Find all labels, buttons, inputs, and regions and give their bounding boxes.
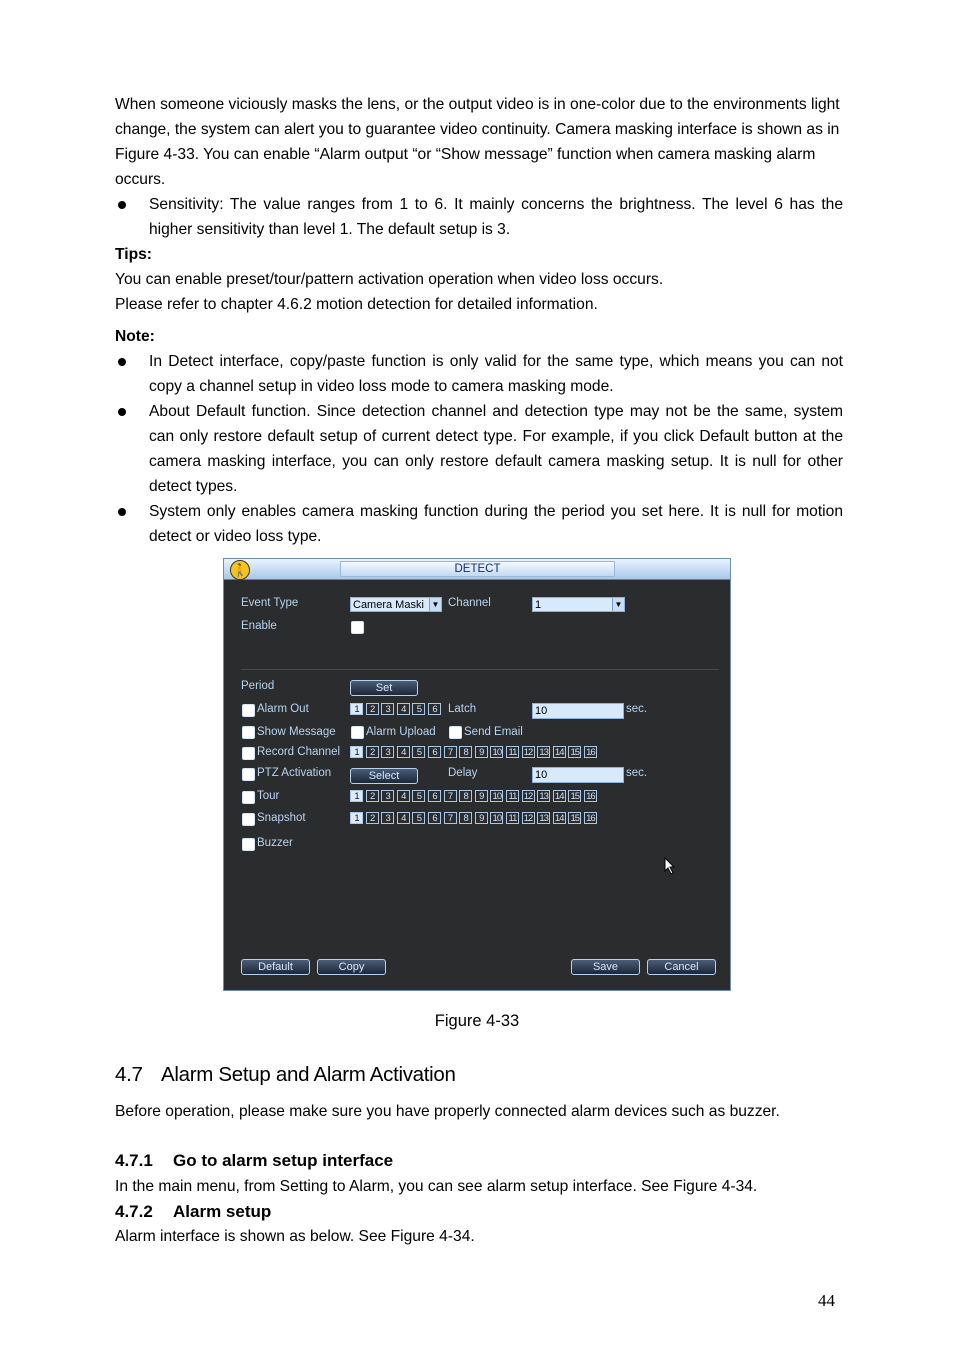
enable-label: Enable bbox=[241, 620, 277, 632]
event-type-value: Camera Maski bbox=[353, 599, 424, 611]
show-message-checkbox[interactable] bbox=[242, 726, 255, 739]
channel-toggle[interactable]: 6 bbox=[428, 812, 441, 824]
subsection-text: Alarm interface is shown as below. See Figure 4-34. bbox=[115, 1228, 475, 1245]
ptz-select-button[interactable]: Select bbox=[350, 768, 418, 784]
channel-toggle[interactable]: 7 bbox=[444, 812, 457, 824]
alarm-out-channels bbox=[350, 703, 444, 716]
send-email-label: Send Email bbox=[464, 726, 523, 738]
channel-toggle[interactable]: 8 bbox=[459, 812, 472, 824]
latch-label: Latch bbox=[448, 703, 477, 715]
event-type-select[interactable] bbox=[350, 597, 442, 612]
channel-toggle[interactable]: 1 bbox=[350, 703, 363, 715]
channel-toggle[interactable]: 9 bbox=[475, 746, 488, 758]
bullet-text: Sensitivity: The value ranges from 1 to 6. It mainly concerns the brightness. The level 6 has the higher sensitivity than level 1. The default setup is 3. bbox=[149, 196, 843, 238]
record-channel-label: Record Channel bbox=[257, 746, 341, 758]
figure-caption: Figure 4-33 bbox=[434, 1012, 520, 1030]
ptz-activation-label: PTZ Activation bbox=[257, 767, 332, 779]
channel-select[interactable] bbox=[532, 597, 625, 612]
snapshot-checkbox[interactable] bbox=[242, 813, 255, 826]
channel-toggle[interactable]: 14 bbox=[553, 790, 566, 802]
channel-toggle[interactable]: 2 bbox=[366, 812, 379, 824]
bullet-text: About Default function. Since detection channel and detection type may not be the same, system can only restore default setup of current detect type. For example, if you click Default button at the camera masking interface, you can only restore default camera masking setup. It is null for other detect types. bbox=[149, 403, 843, 495]
copy-button[interactable]: Copy bbox=[317, 959, 386, 975]
show-message-label: Show Message bbox=[257, 726, 336, 738]
channel-toggle[interactable]: 16 bbox=[584, 790, 597, 802]
channel-toggle[interactable]: 3 bbox=[381, 790, 394, 802]
channel-toggle[interactable]: 10 bbox=[490, 812, 503, 824]
buzzer-checkbox[interactable] bbox=[242, 838, 255, 851]
bullet-dot bbox=[118, 201, 126, 209]
ptz-activation-checkbox[interactable] bbox=[242, 768, 255, 781]
note-heading: Note: bbox=[115, 328, 155, 345]
channel-toggle[interactable]: 6 bbox=[428, 746, 441, 758]
channel-toggle[interactable]: 14 bbox=[553, 812, 566, 824]
channel-toggle[interactable]: 12 bbox=[522, 812, 535, 824]
alarm-out-checkbox[interactable] bbox=[242, 704, 255, 717]
channel-toggle[interactable]: 13 bbox=[537, 746, 550, 758]
page-number: 44 bbox=[818, 1291, 835, 1310]
channel-toggle[interactable]: 3 bbox=[381, 746, 394, 758]
snapshot-channels bbox=[350, 812, 600, 825]
alarm-upload-checkbox[interactable] bbox=[351, 726, 364, 739]
channel-toggle[interactable]: 5 bbox=[412, 812, 425, 824]
subsection-text: In the main menu, from Setting to Alarm, you can see alarm setup interface. See Figure 4-34. bbox=[115, 1178, 758, 1195]
channel-toggle[interactable]: 5 bbox=[412, 746, 425, 758]
cancel-button[interactable]: Cancel bbox=[647, 959, 716, 975]
section-intro: Before operation, please make sure you have properly connected alarm devices such as buzzer. bbox=[115, 1103, 780, 1120]
channel-toggle[interactable]: 7 bbox=[444, 790, 457, 802]
walking-person-icon: 🚶 bbox=[230, 560, 250, 580]
channel-toggle[interactable]: 16 bbox=[584, 812, 597, 824]
section-number: 4.7 bbox=[115, 1063, 143, 1086]
alarm-out-label: Alarm Out bbox=[257, 703, 309, 715]
channel-toggle[interactable]: 9 bbox=[475, 790, 488, 802]
channel-toggle[interactable]: 1 bbox=[350, 790, 363, 802]
channel-toggle[interactable]: 15 bbox=[568, 812, 581, 824]
save-button[interactable]: Save bbox=[571, 959, 640, 975]
bullet-dot bbox=[118, 358, 126, 366]
channel-toggle[interactable]: 5 bbox=[412, 790, 425, 802]
channel-toggle[interactable]: 1 bbox=[350, 746, 363, 758]
latch-unit: sec. bbox=[626, 703, 648, 715]
snapshot-label: Snapshot bbox=[257, 812, 306, 824]
tour-label: Tour bbox=[257, 790, 280, 802]
chevron-down-icon: ▼ bbox=[429, 598, 441, 611]
period-set-button[interactable]: Set bbox=[350, 680, 418, 696]
intro-paragraph: When someone viciously masks the lens, or the output video is in one-color due to the environments light change, the system can alert you to guarantee video continuity. Camera masking interface is shown as in Figure 4-33. You can enable “Alarm output “or “Show message” function when camera masking alarm occurs. bbox=[115, 96, 840, 188]
delay-input[interactable]: 10 bbox=[532, 767, 624, 783]
subsection-heading bbox=[115, 1202, 271, 1222]
dialog-titlebar bbox=[224, 559, 730, 580]
default-button[interactable]: Default bbox=[241, 959, 310, 975]
channel-toggle[interactable]: 11 bbox=[506, 812, 519, 824]
channel-toggle[interactable]: 4 bbox=[397, 746, 410, 758]
channel-toggle[interactable]: 12 bbox=[522, 790, 535, 802]
enable-checkbox[interactable] bbox=[351, 621, 364, 634]
tour-checkbox[interactable] bbox=[242, 791, 255, 804]
mouse-pointer-icon bbox=[664, 857, 676, 875]
channel-toggle[interactable]: 13 bbox=[537, 790, 550, 802]
channel-toggle[interactable]: 4 bbox=[397, 790, 410, 802]
note-bullet bbox=[115, 399, 843, 499]
subsection-heading bbox=[115, 1151, 393, 1171]
channel-toggle[interactable]: 4 bbox=[397, 703, 410, 715]
event-type-label: Event Type bbox=[241, 597, 299, 609]
subsection-number: 4.7.2 bbox=[115, 1202, 153, 1221]
subsection-title: Alarm setup bbox=[173, 1202, 272, 1221]
record-channel-checkbox[interactable] bbox=[242, 747, 255, 760]
channel-toggle[interactable]: 1 bbox=[350, 812, 363, 824]
channel-toggle[interactable]: 7 bbox=[444, 746, 457, 758]
channel-toggle[interactable]: 6 bbox=[428, 790, 441, 802]
subsection-title: Go to alarm setup interface bbox=[173, 1151, 394, 1170]
channel-toggle[interactable]: 12 bbox=[522, 746, 535, 758]
note-bullet bbox=[115, 349, 843, 399]
channel-toggle[interactable]: 10 bbox=[490, 746, 503, 758]
record-channels bbox=[350, 746, 600, 759]
channel-toggle[interactable]: 4 bbox=[397, 812, 410, 824]
delay-label: Delay bbox=[448, 767, 478, 779]
channel-toggle[interactable]: 8 bbox=[459, 746, 472, 758]
channel-toggle[interactable]: 3 bbox=[381, 812, 394, 824]
tips-heading: Tips: bbox=[115, 246, 152, 263]
buzzer-label: Buzzer bbox=[257, 837, 293, 849]
channel-toggle[interactable]: 11 bbox=[506, 746, 519, 758]
channel-toggle[interactable]: 3 bbox=[381, 703, 394, 715]
divider bbox=[241, 669, 719, 670]
bullet-sensitivity bbox=[115, 192, 843, 242]
channel-toggle[interactable]: 16 bbox=[584, 746, 597, 758]
delay-unit: sec. bbox=[626, 767, 648, 779]
channel-toggle[interactable]: 2 bbox=[366, 746, 379, 758]
channel-toggle[interactable]: 13 bbox=[537, 812, 550, 824]
channel-toggle[interactable]: 8 bbox=[459, 790, 472, 802]
tour-channels bbox=[350, 790, 600, 803]
channel-toggle[interactable]: 2 bbox=[366, 790, 379, 802]
channel-value: 1 bbox=[535, 599, 542, 611]
send-email-checkbox[interactable] bbox=[449, 726, 462, 739]
channel-toggle[interactable]: 6 bbox=[428, 703, 441, 715]
detect-dialog bbox=[223, 558, 731, 991]
alarm-upload-label: Alarm Upload bbox=[366, 726, 436, 738]
section-title: Alarm Setup and Alarm Activation bbox=[161, 1063, 456, 1086]
section-heading bbox=[115, 1063, 456, 1087]
channel-toggle[interactable]: 10 bbox=[490, 790, 503, 802]
note-bullet bbox=[115, 499, 843, 549]
bullet-dot bbox=[118, 508, 126, 516]
channel-toggle[interactable]: 15 bbox=[568, 790, 581, 802]
channel-toggle[interactable]: 5 bbox=[412, 703, 425, 715]
channel-toggle[interactable]: 9 bbox=[475, 812, 488, 824]
channel-label: Channel bbox=[448, 597, 491, 609]
tips-line-2: Please refer to chapter 4.6.2 motion detection for detailed information. bbox=[115, 296, 598, 313]
channel-toggle[interactable]: 2 bbox=[366, 703, 379, 715]
channel-toggle[interactable]: 14 bbox=[553, 746, 566, 758]
period-label: Period bbox=[241, 680, 275, 692]
bullet-text: In Detect interface, copy/paste function is only valid for the same type, which means you can not copy a channel setup in video loss mode to camera masking mode. bbox=[149, 353, 843, 395]
chevron-down-icon: ▼ bbox=[612, 598, 624, 611]
tips-line-1: You can enable preset/tour/pattern activation operation when video loss occurs. bbox=[115, 271, 664, 288]
subsection-number: 4.7.1 bbox=[115, 1151, 153, 1170]
latch-input[interactable]: 10 bbox=[532, 703, 624, 719]
channel-toggle[interactable]: 15 bbox=[568, 746, 581, 758]
dialog-title: DETECT bbox=[340, 561, 615, 577]
bullet-text: System only enables camera masking function during the period you set here. It is null for motion detect or video loss type. bbox=[149, 503, 843, 545]
bullet-dot bbox=[118, 408, 126, 416]
channel-toggle[interactable]: 11 bbox=[506, 790, 519, 802]
